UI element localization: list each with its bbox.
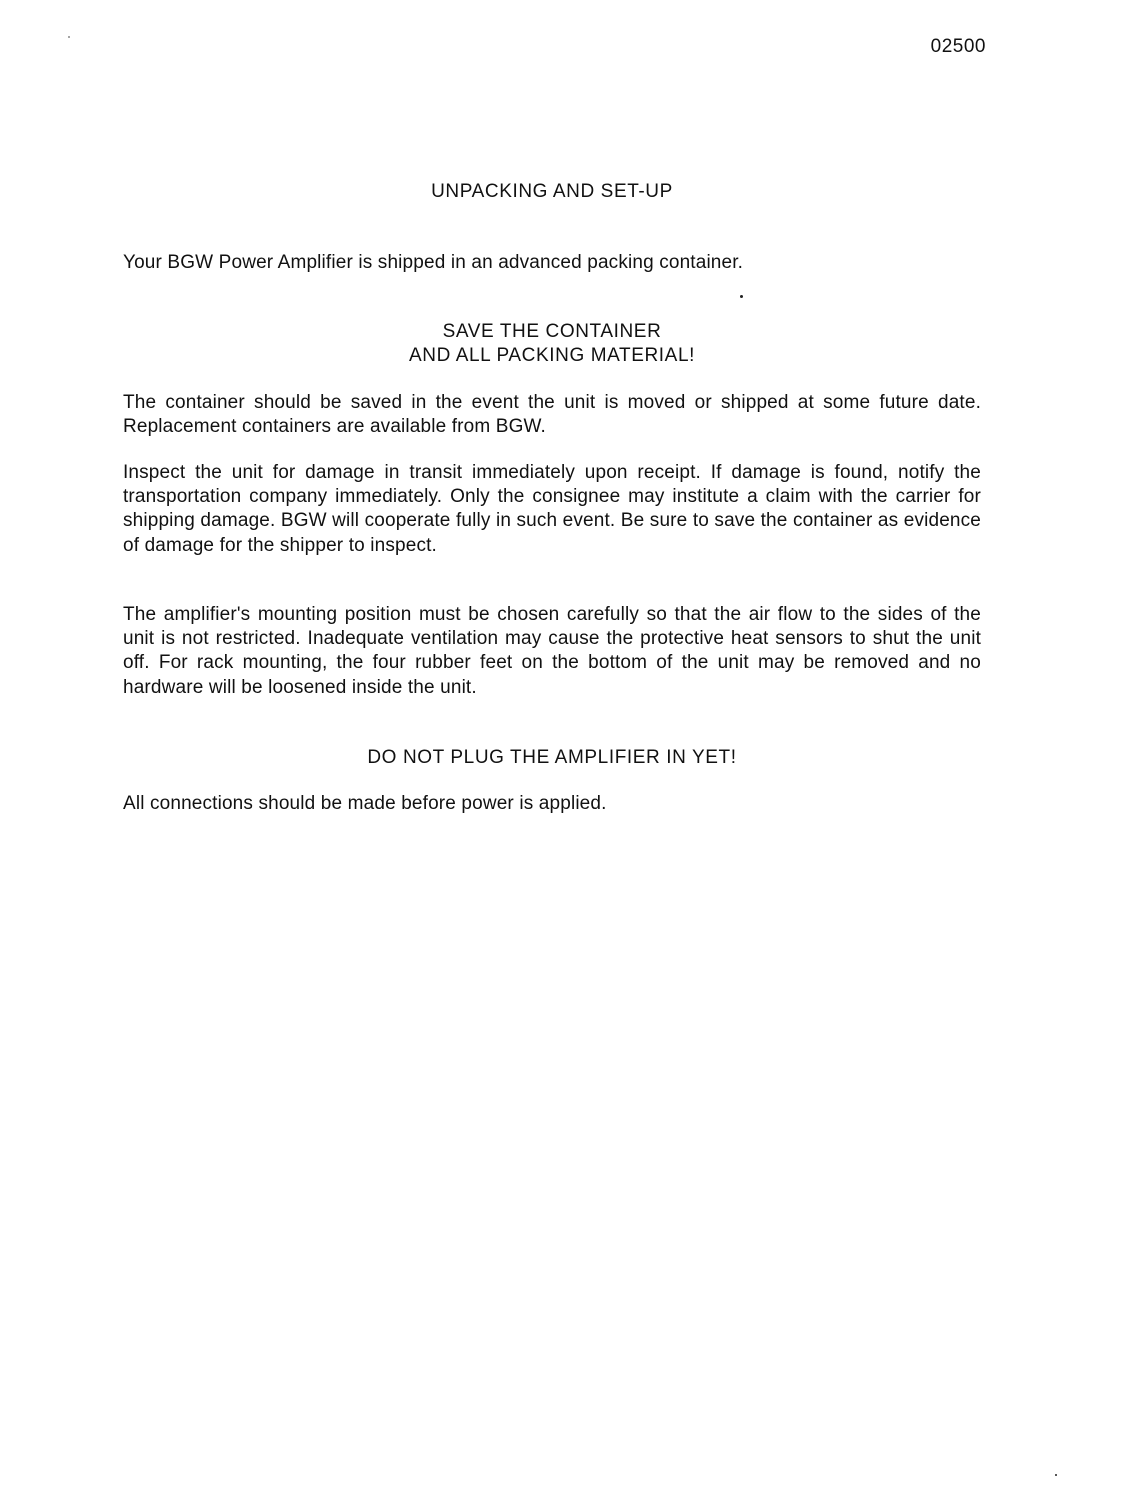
intro-paragraph: Your BGW Power Amplifier is shipped in an advanced packing container.: [123, 252, 744, 273]
save-heading-line-2: AND ALL PACKING MATERIAL!: [408, 345, 695, 366]
save-heading-line-1: SAVE THE CONTAINER: [442, 321, 662, 342]
scan-speck: [1055, 1474, 1057, 1476]
inspect-paragraph: Inspect the unit for damage in transit immediately upon receipt. If damage is found, notify the transportation company immediately. Only the consignee may institute a claim with the carrier for shipping damage. BGW will cooperate fully in such event. Be sure to save the container as evidence of damage for the shipper to inspect.: [123, 462, 981, 556]
section-title: UNPACKING AND SET-UP: [431, 181, 673, 202]
container-paragraph: The container should be saved in the event the unit is moved or shipped at some future date. Replacement containers are available from BGW.: [123, 392, 981, 438]
connections-paragraph: All connections should be made before power is applied.: [123, 793, 607, 814]
scan-speck: [740, 295, 743, 298]
save-container-heading: [0, 320, 1104, 368]
page-number: 02500: [930, 36, 986, 57]
plug-warning-heading: DO NOT PLUG THE AMPLIFIER IN YET!: [367, 747, 737, 768]
mounting-paragraph: The amplifier's mounting position must be chosen carefully so that the air flow to the sides of the unit is not restricted. Inadequate ventilation may cause the protective heat sensors to shut the unit off. For rack mounting, the four rubber feet on the bottom of the unit may be removed and no hardware will be loosened inside the unit.: [123, 604, 981, 698]
scan-speck: [68, 36, 70, 38]
